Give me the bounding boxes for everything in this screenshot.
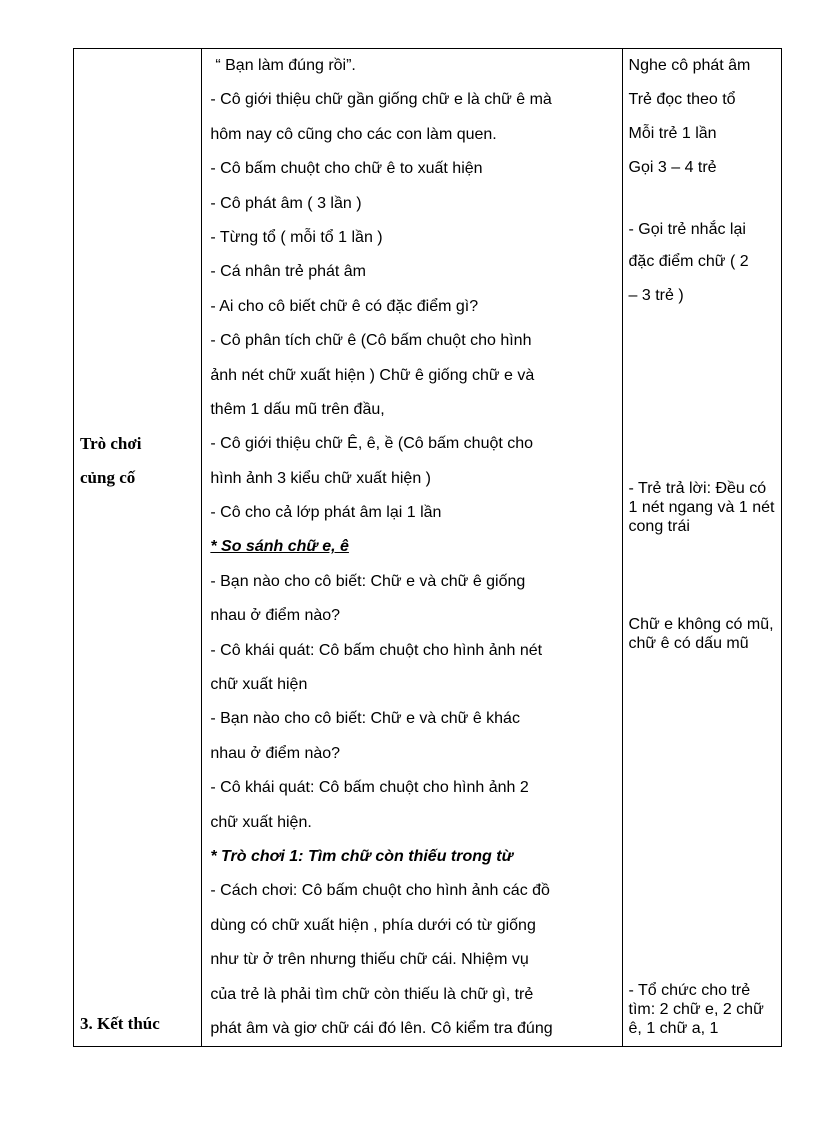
activity-column	[202, 49, 622, 1047]
text-line: - Cô cho cả lớp phát âm lại 1 lần	[210, 504, 442, 522]
text-line: ảnh nét chữ xuất hiện ) Chữ ê giống chữ e và	[210, 366, 535, 384]
text-line: nhau ở điểm nào?	[210, 744, 341, 762]
section-label-ending: 3. Kết thúc	[80, 1014, 160, 1033]
text-line: - Cô bấm chuột cho chữ ê to xuất hiện	[210, 160, 483, 178]
child-activity-column	[622, 49, 781, 1047]
right-block: - Trẻ trả lời: Đều có 1 nét ngang và 1 nét cong trái	[628, 480, 775, 535]
text-line: - Cá nhân trẻ phát âm	[210, 263, 366, 281]
section-label-game	[80, 427, 142, 495]
lesson-table	[73, 48, 782, 1047]
text-line: - Cô phân tích chữ ê (Cô bấm chuột cho hình	[210, 332, 532, 350]
text-line: - Cách chơi: Cô bấm chuột cho hình ảnh các đồ	[210, 882, 550, 900]
text-line: nhau ở điểm nào?	[210, 607, 341, 625]
text-line: - Cô khái quát: Cô bấm chuột cho hình ảnh nét	[210, 641, 543, 659]
text-line: - Bạn nào cho cô biết: Chữ e và chữ ê giống	[210, 572, 526, 590]
text-line: như từ ở trên nhưng thiếu chữ cái. Nhiệm vụ	[210, 951, 529, 969]
text-line: - Cô phát âm ( 3 lần )	[210, 194, 362, 212]
right-line: Nghe cô phát âm	[628, 57, 751, 74]
text-line: của trẻ là phải tìm chữ còn thiếu là chữ gì, trẻ	[210, 985, 534, 1003]
subheading-game	[202, 840, 621, 874]
text-line: thêm 1 dấu mũ trên đầu,	[210, 400, 385, 418]
right-block: Chữ e không có mũ, chữ ê có dấu mũ	[628, 616, 774, 652]
right-line: đặc điểm chữ ( 2	[628, 253, 749, 270]
right-line: Mỗi trẻ 1 lần	[628, 125, 717, 142]
text-line: - Từng tổ ( mỗi tổ 1 lần )	[210, 228, 383, 246]
section-label-line: củng cố	[80, 468, 136, 487]
text-line: hôm nay cô cũng cho các con làm quen.	[210, 125, 497, 143]
text-line: chữ xuất hiện	[210, 676, 308, 694]
section-column	[74, 49, 202, 1047]
text-line: - Bạn nào cho cô biết: Chữ e và chữ ê khác	[210, 710, 520, 728]
text-line: phát âm và giơ chữ cái đó lên. Cô kiểm tra đúng	[210, 1019, 553, 1037]
text-line: - Cô khái quát: Cô bấm chuột cho hình ảnh 2	[210, 779, 529, 797]
subheading-compare-text: * So sánh chữ e, ê	[210, 538, 349, 556]
text-line: “ Bạn làm đúng rồi”.	[215, 57, 356, 74]
right-line: - Gọi trẻ nhắc lại	[628, 221, 746, 238]
subheading-game-text: * Trò chơi 1: Tìm chữ còn thiếu trong từ	[210, 847, 513, 865]
text-line: - Cô giới thiệu chữ gần giống chữ e là chữ ê mà	[210, 91, 552, 109]
right-line: – 3 trẻ )	[628, 287, 684, 304]
text-line: - Ai cho cô biết chữ ê có đặc điểm gì?	[210, 297, 479, 315]
right-line: Trẻ đọc theo tổ	[628, 91, 736, 108]
right-block: - Tổ chức cho trẻ tìm: 2 chữ e, 2 chữ ê, 1 chữ a, 1	[628, 982, 764, 1037]
subheading-compare	[202, 530, 621, 564]
text-line: chữ xuất hiện.	[210, 813, 312, 831]
text-line: hình ảnh 3 kiểu chữ xuất hiện )	[210, 469, 431, 487]
text-line: - Cô giới thiệu chữ Ê, ê, ề (Cô bấm chuột cho	[210, 435, 534, 453]
section-label-line: Trò chơi	[80, 434, 142, 453]
text-line: dùng có chữ xuất hiện , phía dưới có từ giống	[210, 916, 536, 934]
right-line: Gọi 3 – 4 trẻ	[628, 159, 717, 176]
